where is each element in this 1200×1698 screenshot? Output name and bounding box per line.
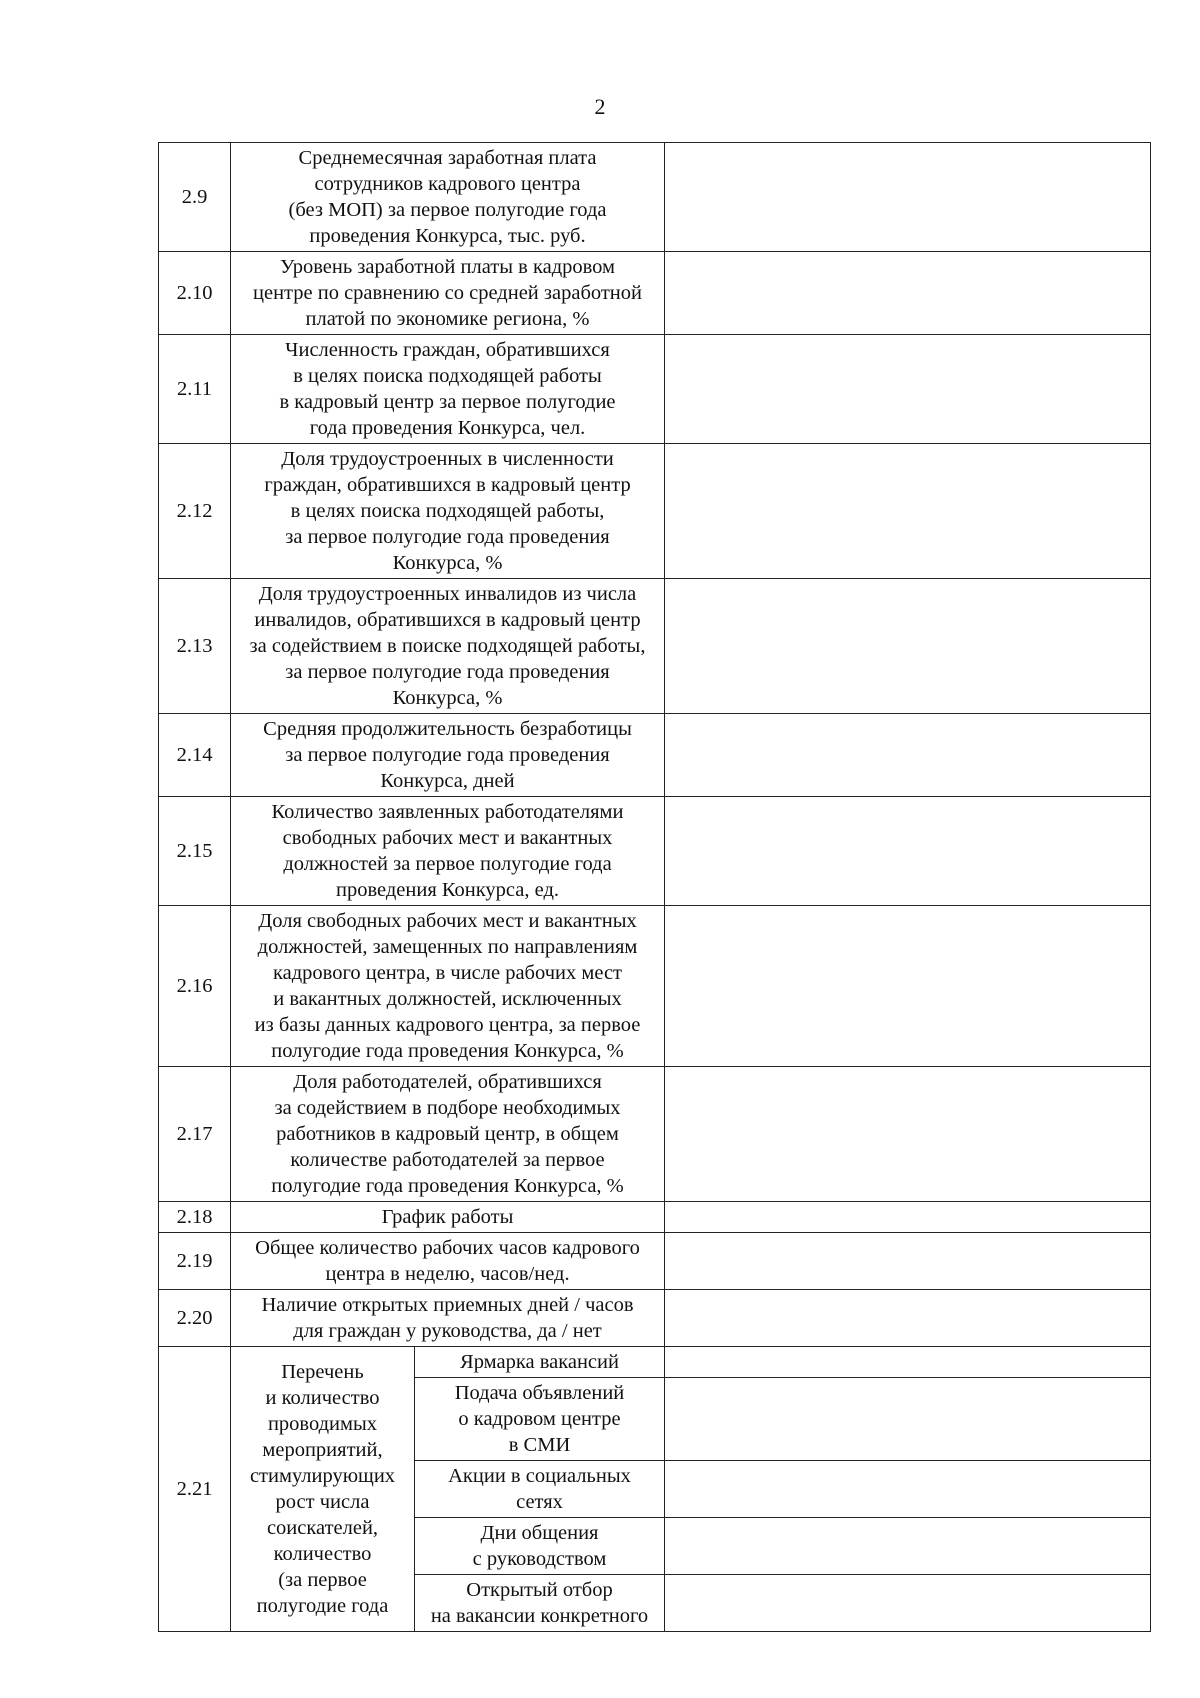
value-cell[interactable] [665,1233,1151,1290]
value-cell[interactable] [665,444,1151,579]
row-number: 2.13 [159,579,231,714]
row-description: Уровень заработной платы в кадровом центре по сравнению со средней заработной платой по экономике региона, % [231,252,665,335]
value-cell[interactable] [665,335,1151,444]
table-row [159,143,1151,252]
value-cell[interactable] [665,252,1151,335]
table-row [159,1290,1151,1347]
row-number: 2.9 [159,143,231,252]
table-row [159,579,1151,714]
value-cell[interactable] [665,579,1151,714]
table-row [159,1347,1151,1378]
row-number: 2.15 [159,797,231,906]
row-number: 2.12 [159,444,231,579]
row-description: Среднемесячная заработная плата сотрудников кадрового центра (без МОП) за первое полугодие года проведения Конкурса, тыс. руб. [231,143,665,252]
value-cell[interactable] [665,1378,1151,1461]
event-item: Акции в социальных сетях [415,1461,665,1518]
row-description: График работы [231,1202,665,1233]
indicators-table [158,142,1151,1632]
row-number: 2.20 [159,1290,231,1347]
table-row [159,444,1151,579]
value-cell[interactable] [665,1575,1151,1632]
value-cell[interactable] [665,143,1151,252]
row-number: 2.18 [159,1202,231,1233]
row-description: Перечень и количество проводимых мероприятий, стимулирующих рост числа соискателей, количество (за первое полугодие года [231,1347,415,1632]
row-number: 2.16 [159,906,231,1067]
row-description: Доля трудоустроенных в численности граждан, обратившихся в кадровый центр в целях поиска подходящей работы, за первое полугодие года проведения Конкурса, % [231,444,665,579]
row-number: 2.11 [159,335,231,444]
table-row [159,797,1151,906]
value-cell[interactable] [665,797,1151,906]
row-number: 2.19 [159,1233,231,1290]
row-description: Доля свободных рабочих мест и вакантных должностей, замещенных по направлениям кадрового центра, в числе рабочих мест и вакантных должностей, исключенных из базы данных кадрового центра, за первое полугодие года проведения Конкурса, % [231,906,665,1067]
event-item: Дни общения с руководством [415,1518,665,1575]
table-row [159,1202,1151,1233]
table-row [159,1067,1151,1202]
row-description: Общее количество рабочих часов кадрового центра в неделю, часов/нед. [231,1233,665,1290]
row-number: 2.14 [159,714,231,797]
page-number: 2 [594,94,606,119]
value-cell[interactable] [665,714,1151,797]
value-cell[interactable] [665,1461,1151,1518]
event-item: Открытый отбор на вакансии конкретного [415,1575,665,1632]
event-item: Ярмарка вакансий [415,1347,665,1378]
value-cell[interactable] [665,906,1151,1067]
value-cell[interactable] [665,1290,1151,1347]
value-cell[interactable] [665,1067,1151,1202]
table-row [159,714,1151,797]
value-cell[interactable] [665,1347,1151,1378]
row-description: Доля трудоустроенных инвалидов из числа инвалидов, обратившихся в кадровый центр за содействием в поиске подходящей работы, за первое полугодие года проведения Конкурса, % [231,579,665,714]
value-cell[interactable] [665,1518,1151,1575]
table-row [159,335,1151,444]
row-number: 2.21 [159,1347,231,1632]
row-description: Средняя продолжительность безработицы за первое полугодие года проведения Конкурса, дней [231,714,665,797]
row-description: Численность граждан, обратившихся в целях поиска подходящей работы в кадровый центр за первое полугодие года проведения Конкурса, чел. [231,335,665,444]
table-row [159,1233,1151,1290]
table-row [159,906,1151,1067]
event-item: Подача объявлений о кадровом центре в СМИ [415,1378,665,1461]
value-cell[interactable] [665,1202,1151,1233]
row-number: 2.17 [159,1067,231,1202]
row-number: 2.10 [159,252,231,335]
row-description: Количество заявленных работодателями свободных рабочих мест и вакантных должностей за первое полугодие года проведения Конкурса, ед. [231,797,665,906]
table-row [159,252,1151,335]
row-description: Доля работодателей, обратившихся за содействием в подборе необходимых работников в кадровый центр, в общем количестве работодателей за первое полугодие года проведения Конкурса, % [231,1067,665,1202]
row-description: Наличие открытых приемных дней / часов для граждан у руководства, да / нет [231,1290,665,1347]
